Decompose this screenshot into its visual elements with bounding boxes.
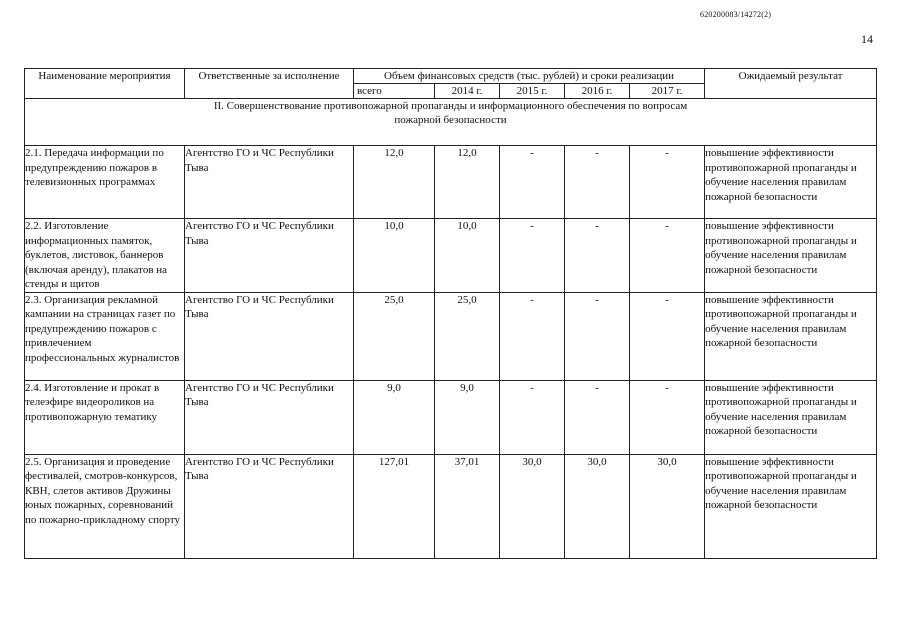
row-2016: - <box>565 380 630 454</box>
header-2017: 2017 г. <box>630 84 705 99</box>
row-2017: - <box>630 219 705 293</box>
row-2017: - <box>630 146 705 219</box>
header-responsible: Ответственные за исполнение <box>185 69 354 99</box>
row-result: повышение эффективности противопожарной пропаганды и обучение населения правилам пожарной безопасности <box>705 292 877 380</box>
table-row <box>25 454 877 558</box>
row-2016: - <box>565 219 630 293</box>
row-total: 9,0 <box>354 380 435 454</box>
row-2014: 9,0 <box>435 380 500 454</box>
row-name: 2.4. Изготовление и прокат в телеэфире видеороликов на противопожарную тематику <box>25 380 185 454</box>
row-result: повышение эффективности противопожарной пропаганды и обучение населения правилам пожарной безопасности <box>705 219 877 293</box>
section-title <box>25 99 877 146</box>
header-2016: 2016 г. <box>565 84 630 99</box>
row-2014: 37,01 <box>435 454 500 558</box>
row-2014: 12,0 <box>435 146 500 219</box>
row-2015: - <box>500 380 565 454</box>
header-result: Ожидаемый результат <box>705 69 877 99</box>
header-2014: 2014 г. <box>435 84 500 99</box>
row-total: 10,0 <box>354 219 435 293</box>
header-2015: 2015 г. <box>500 84 565 99</box>
row-2017: - <box>630 380 705 454</box>
page-number: 14 <box>861 32 873 46</box>
row-total: 127,01 <box>354 454 435 558</box>
header-name: Наименование мероприятия <box>25 69 185 99</box>
activities-table <box>24 68 877 559</box>
document-id: 620200083/14272(2) <box>700 10 772 19</box>
table-row <box>25 380 877 454</box>
row-name: 2.5. Организация и проведение фестивалей, смотров-конкурсов, КВН, слетов активов Дружины юных пожарных, соревнований по пожарно-прикладному спорту <box>25 454 185 558</box>
row-2016: - <box>565 292 630 380</box>
header-total: всего <box>354 84 435 99</box>
row-responsible: Агентство ГО и ЧС Республики Тыва <box>185 219 354 293</box>
row-2017: 30,0 <box>630 454 705 558</box>
row-responsible: Агентство ГО и ЧС Республики Тыва <box>185 454 354 558</box>
row-result: повышение эффективности противопожарной пропаганды и обучение населения правилам пожарной безопасности <box>705 380 877 454</box>
row-2017: - <box>630 292 705 380</box>
table-row <box>25 146 877 219</box>
row-name: 2.2. Изготовление информационных памяток, буклетов, листовок, баннеров (включая аренду), плакатов на стенды и щитов <box>25 219 185 293</box>
row-result: повышение эффективности противопожарной пропаганды и обучение населения правилам пожарной безопасности <box>705 146 877 219</box>
row-name: 2.1. Передача информации по предупреждению пожаров в телевизионных программах <box>25 146 185 219</box>
row-2016: - <box>565 146 630 219</box>
row-responsible: Агентство ГО и ЧС Республики Тыва <box>185 292 354 380</box>
row-2015: 30,0 <box>500 454 565 558</box>
row-name: 2.3. Организация рекламной кампании на страницах газет по предупреждению пожаров с привлечением профессиональных журналистов <box>25 292 185 380</box>
row-total: 12,0 <box>354 146 435 219</box>
row-2015: - <box>500 219 565 293</box>
header-funding: Объем финансовых средств (тыс. рублей) и сроки реализации <box>354 69 705 84</box>
row-2016: 30,0 <box>565 454 630 558</box>
row-responsible: Агентство ГО и ЧС Республики Тыва <box>185 146 354 219</box>
row-2014: 10,0 <box>435 219 500 293</box>
row-responsible: Агентство ГО и ЧС Республики Тыва <box>185 380 354 454</box>
section-title-text: II. Совершенствование противопожарной пропаганды и информационного обеспечения по вопросам пожарной безопасности <box>213 100 688 126</box>
row-2015: - <box>500 146 565 219</box>
row-2014: 25,0 <box>435 292 500 380</box>
table-row <box>25 292 877 380</box>
row-2015: - <box>500 292 565 380</box>
row-result: повышение эффективности противопожарной пропаганды и обучение населения правилам пожарной безопасности <box>705 454 877 558</box>
table-row <box>25 219 877 293</box>
row-total: 25,0 <box>354 292 435 380</box>
